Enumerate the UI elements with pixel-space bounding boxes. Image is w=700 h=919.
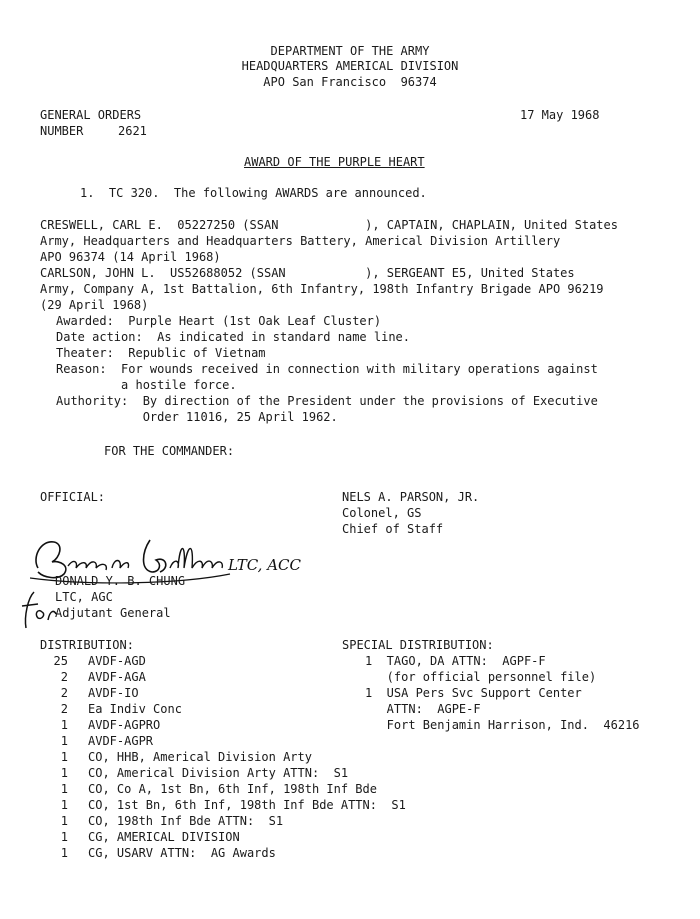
- body-line-3: APO 96374 (14 April 1968): [40, 250, 221, 264]
- distribution-qty: 2: [60, 670, 68, 684]
- body-line-2: Army, Headquarters and Headquarters Battery, Americal Division Artillery: [40, 234, 561, 248]
- chief-name: NELS A. PARSON, JR.: [342, 490, 480, 504]
- orders-number: 2621: [118, 124, 147, 138]
- distribution-recipient: AVDF-AGPR: [88, 734, 154, 748]
- distribution-recipient: CO, 1st Bn, 6th Inf, 198th Inf Bde ATTN: S1: [88, 798, 406, 812]
- distribution-recipient: AVDF-AGPRO: [88, 718, 161, 732]
- special-dist-line-3: 1 USA Pers Svc Support Center: [365, 686, 582, 700]
- special-dist-line-1: 1 TAGO, DA ATTN: AGPF-F: [365, 654, 546, 668]
- distribution-label: DISTRIBUTION:: [40, 638, 134, 652]
- special-distribution-label: SPECIAL DISTRIBUTION:: [342, 638, 494, 652]
- header-department: DEPARTMENT OF THE ARMY: [270, 44, 430, 58]
- distribution-recipient: CO, HHB, Americal Division Arty: [88, 750, 312, 764]
- body-line-6: (29 April 1968): [40, 298, 149, 312]
- distribution-qty: 1: [60, 766, 68, 780]
- detail-awarded: Awarded: Purple Heart (1st Oak Leaf Cluster): [56, 314, 382, 328]
- orders-type: GENERAL ORDERS: [40, 108, 142, 122]
- distribution-qty: 1: [60, 782, 68, 796]
- distribution-qty: 1: [60, 734, 68, 748]
- special-dist-line-2: (for official personnel file): [365, 670, 597, 684]
- distribution-recipient: CG, USARV ATTN: AG Awards: [88, 846, 276, 860]
- intro-line: 1. TC 320. The following AWARDS are announced.: [80, 186, 427, 200]
- for-handwritten-mark: [20, 586, 60, 630]
- distribution-recipient: CG, AMERICAL DIVISION: [88, 830, 240, 844]
- distribution-recipient: Ea Indiv Conc: [88, 702, 182, 716]
- official-label: OFFICIAL:: [40, 490, 106, 504]
- distribution-qty: 25: [53, 654, 68, 668]
- body-line-5: Army, Company A, 1st Battalion, 6th Infantry, 198th Infantry Brigade APO 96219: [40, 282, 604, 296]
- detail-date-action: Date action: As indicated in standard name line.: [56, 330, 411, 344]
- body-line-1: CRESWELL, CARL E. 05227250 (SSAN ), CAPTAIN, CHAPLAIN, United States: [40, 218, 618, 232]
- header-apo: APO San Francisco 96374: [263, 75, 437, 89]
- detail-authority-cont: Order 11016, 25 April 1962.: [56, 410, 338, 424]
- adjutant-title: Adjutant General: [55, 606, 171, 620]
- orders-number-label: NUMBER: [40, 124, 84, 138]
- distribution-recipient: CO, Americal Division Arty ATTN: S1: [88, 766, 349, 780]
- distribution-qty: 1: [60, 830, 68, 844]
- for-commander: FOR THE COMMANDER:: [104, 444, 235, 458]
- detail-reason-cont: a hostile force.: [56, 378, 237, 392]
- distribution-recipient: CO, Co A, 1st Bn, 6th Inf, 198th Inf Bde: [88, 782, 377, 796]
- distribution-qty: 2: [60, 702, 68, 716]
- distribution-qty: 1: [60, 718, 68, 732]
- detail-theater: Theater: Republic of Vietnam: [56, 346, 266, 360]
- orders-date: 17 May 1968: [520, 108, 600, 122]
- detail-reason: Reason: For wounds received in connection with military operations against: [56, 362, 598, 376]
- chief-title: Chief of Staff: [342, 522, 444, 536]
- distribution-qty: 1: [60, 846, 68, 860]
- body-line-4: CARLSON, JOHN L. US52688052 (SSAN ), SERGEANT E5, United States: [40, 266, 575, 280]
- detail-authority: Authority: By direction of the President under the provisions of Executive: [56, 394, 598, 408]
- chief-rank: Colonel, GS: [342, 506, 422, 520]
- distribution-qty: 1: [60, 750, 68, 764]
- distribution-recipient: AVDF-AGA: [88, 670, 146, 684]
- distribution-qty: 2: [60, 686, 68, 700]
- distribution-recipient: CO, 198th Inf Bde ATTN: S1: [88, 814, 284, 828]
- header-headquarters: HEADQUARTERS AMERICAL DIVISION: [241, 59, 459, 73]
- adjutant-rank: LTC, AGC: [55, 590, 113, 604]
- distribution-qty: 1: [60, 798, 68, 812]
- distribution-qty: 1: [60, 814, 68, 828]
- distribution-recipient: AVDF-AGD: [88, 654, 146, 668]
- distribution-recipient: AVDF-IO: [88, 686, 139, 700]
- signature-rank-text: LTC, ACC: [228, 556, 302, 574]
- document-title: AWARD OF THE PURPLE HEART: [244, 155, 425, 169]
- special-dist-line-4: ATTN: AGPE-F: [365, 702, 481, 716]
- special-dist-line-5: Fort Benjamin Harrison, Ind. 46216: [365, 718, 640, 732]
- adjutant-name: DONALD Y. B. CHUNG: [55, 574, 186, 588]
